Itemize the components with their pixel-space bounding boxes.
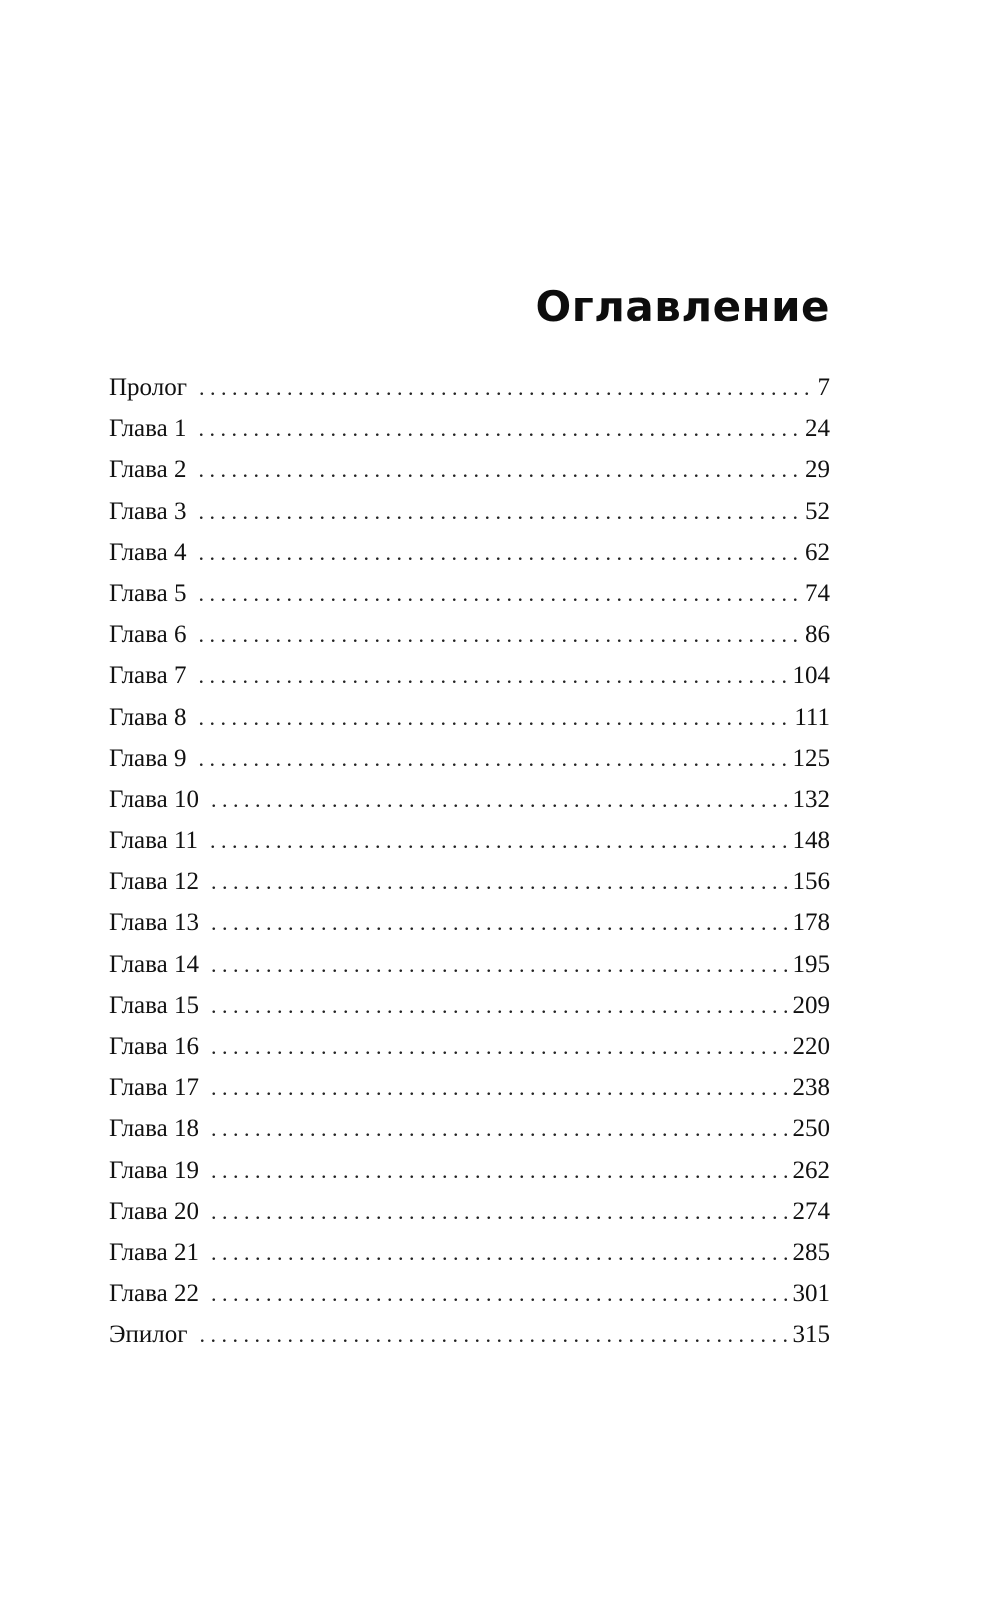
toc-entry-page-number: 86 — [805, 621, 830, 649]
toc-entry-label: Глава 13 — [109, 909, 199, 937]
toc-entry-page-number: 62 — [805, 538, 830, 566]
toc-entry-label: Глава 17 — [109, 1074, 199, 1102]
toc-entry-page-number: 156 — [792, 868, 830, 896]
toc-entry-page-number: 125 — [792, 744, 830, 772]
dot-leader — [211, 1158, 787, 1184]
toc-entry-chapter-4[interactable] — [109, 539, 830, 580]
dot-leader — [200, 1322, 787, 1348]
toc-entry-chapter-8[interactable] — [109, 704, 830, 745]
toc-entry-label: Глава 8 — [109, 703, 187, 731]
toc-entry-page-number: 24 — [805, 415, 830, 443]
toc-entry-label: Глава 2 — [109, 456, 187, 484]
toc-entry-chapter-5[interactable] — [109, 580, 830, 621]
toc-entry-label: Глава 15 — [109, 991, 199, 1019]
toc-entry-chapter-9[interactable] — [109, 745, 830, 786]
toc-entry-chapter-13[interactable] — [109, 909, 830, 950]
dot-leader — [198, 457, 799, 483]
toc-entry-label: Глава 21 — [109, 1238, 199, 1266]
toc-entry-chapter-10[interactable] — [109, 786, 830, 827]
toc-entry-page-number: 250 — [792, 1115, 830, 1143]
dot-leader — [198, 581, 799, 607]
toc-entry-label: Глава 9 — [109, 744, 187, 772]
toc-entry-label: Глава 14 — [109, 950, 199, 978]
toc-entry-page-number: 29 — [805, 456, 830, 484]
toc-entry-chapter-2[interactable] — [109, 456, 830, 497]
toc-entry-page-number: 104 — [792, 662, 830, 690]
toc-entry-page-number: 132 — [792, 785, 830, 813]
page-title: Оглавление — [535, 282, 830, 331]
toc-entry-chapter-3[interactable] — [109, 498, 830, 539]
toc-entry-chapter-14[interactable] — [109, 951, 830, 992]
toc-entry-chapter-21[interactable] — [109, 1239, 830, 1280]
dot-leader — [199, 375, 812, 401]
toc-entry-chapter-17[interactable] — [109, 1074, 830, 1115]
toc-entry-chapter-6[interactable] — [109, 621, 830, 662]
toc-entry-label: Глава 7 — [109, 662, 187, 690]
toc-entry-label: Глава 12 — [109, 868, 199, 896]
dot-leader — [211, 1075, 787, 1101]
dot-leader — [198, 663, 786, 689]
toc-entry-page-number: 209 — [792, 991, 830, 1019]
toc-entry-chapter-18[interactable] — [109, 1115, 830, 1156]
toc-entry-label: Глава 10 — [109, 785, 199, 813]
toc-entry-page-number: 195 — [792, 950, 830, 978]
toc-entry-label: Глава 16 — [109, 1033, 199, 1060]
toc-entry-chapter-16[interactable] — [109, 1033, 830, 1074]
toc-entry-page-number: 74 — [805, 579, 830, 607]
toc-entry-epilogue[interactable] — [109, 1321, 830, 1362]
toc-entry-page-number: 262 — [792, 1156, 830, 1184]
toc-entry-page-number: 220 — [792, 1033, 830, 1060]
toc-entry-label: Пролог — [109, 374, 187, 401]
toc-entry-label: Глава 5 — [109, 579, 187, 607]
dot-leader — [211, 993, 787, 1019]
toc-entry-label: Глава 1 — [109, 415, 187, 443]
toc-entry-prologue[interactable] — [109, 374, 830, 415]
toc-entry-page-number: 148 — [792, 827, 830, 855]
toc-entry-chapter-15[interactable] — [109, 992, 830, 1033]
toc-entry-chapter-1[interactable] — [109, 415, 830, 456]
dot-leader — [211, 1034, 787, 1060]
toc-entry-chapter-11[interactable] — [109, 827, 830, 868]
toc-entry-page-number: 315 — [792, 1321, 830, 1349]
toc-entry-chapter-22[interactable] — [109, 1280, 830, 1321]
toc-entry-label: Глава 3 — [109, 497, 187, 525]
dot-leader — [198, 540, 799, 566]
toc-entry-chapter-12[interactable] — [109, 868, 830, 909]
toc-entry-page-number: 7 — [817, 374, 830, 401]
toc-entry-page-number: 52 — [805, 497, 830, 525]
toc-entry-page-number: 238 — [792, 1074, 830, 1102]
dot-leader — [198, 622, 799, 648]
toc-entry-page-number: 178 — [792, 909, 830, 937]
toc-entry-chapter-7[interactable] — [109, 662, 830, 703]
dot-leader — [211, 952, 787, 978]
dot-leader — [198, 416, 799, 442]
dot-leader — [211, 1116, 787, 1142]
toc-entry-label: Глава 11 — [109, 827, 199, 855]
dot-leader — [198, 705, 788, 731]
dot-leader — [211, 1199, 787, 1225]
toc-entry-chapter-19[interactable] — [109, 1157, 830, 1198]
table-of-contents — [109, 374, 830, 1363]
dot-leader — [211, 1240, 787, 1266]
toc-entry-page-number: 301 — [792, 1280, 830, 1308]
toc-entry-label: Глава 20 — [109, 1197, 199, 1225]
toc-entry-label: Глава 19 — [109, 1156, 199, 1184]
dot-leader — [198, 746, 786, 772]
dot-leader — [210, 828, 786, 854]
toc-entry-label: Глава 4 — [109, 538, 187, 566]
toc-entry-label: Глава 18 — [109, 1115, 199, 1143]
toc-entry-label: Глава 6 — [109, 621, 187, 649]
toc-entry-page-number: 285 — [792, 1238, 830, 1266]
dot-leader — [198, 499, 799, 525]
toc-entry-page-number: 274 — [792, 1197, 830, 1225]
dot-leader — [211, 787, 787, 813]
dot-leader — [211, 1281, 787, 1307]
toc-entry-label: Глава 22 — [109, 1280, 199, 1308]
toc-entry-page-number: 111 — [794, 703, 830, 731]
toc-entry-chapter-20[interactable] — [109, 1198, 830, 1239]
dot-leader — [211, 910, 787, 936]
dot-leader — [211, 869, 787, 895]
toc-entry-label: Эпилог — [109, 1321, 188, 1349]
